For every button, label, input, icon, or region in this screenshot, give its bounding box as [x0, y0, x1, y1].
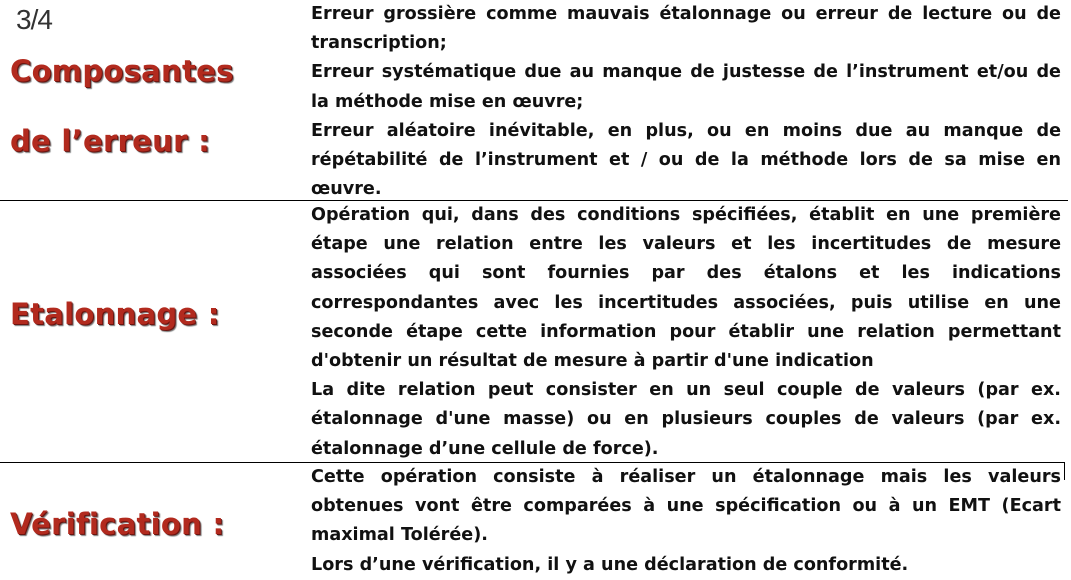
term-verification: Vérification :	[10, 507, 225, 541]
definition-paragraph: Lors d’une vérification, il y a une déclaration de conformité.	[311, 554, 909, 575]
definition-paragraph: Cette opération consiste à réaliser un étalonnage mais les valeurs obtenues vont être comparées à une spécification ou à un EMT (Ecart maximal Tolérée).	[311, 467, 1061, 546]
definition-etalonnage	[311, 201, 1061, 464]
section-composantes-erreur	[0, 0, 1071, 201]
page-number: 3/4	[16, 4, 52, 35]
section-etalonnage	[0, 201, 1071, 463]
definition-verification	[311, 463, 1061, 580]
definition-paragraph: Erreur grossière comme mauvais étalonnage ou erreur de lecture ou de transcription;	[311, 4, 1061, 54]
definition-paragraph: Erreur aléatoire inévitable, en plus, ou en moins due au manque de répétabilité de l’instrument et / ou de la méthode lors de sa mise en œuvre.	[311, 120, 1061, 200]
definition-composantes-erreur	[311, 0, 1061, 204]
definition-paragraph: La dite relation peut consister en un seul couple de valeurs (par ex. étalonnage d'une masse) ou en plusieurs couples de valeurs (par ex. étalonnage d’une cellule de force).	[311, 380, 1061, 459]
section-verification	[0, 463, 1071, 578]
term-etalonnage: Etalonnage :	[10, 297, 220, 331]
definition-paragraph: Opération qui, dans des conditions spécifiées, établit en une première étape une relation entre les valeurs et les incertitudes de mesure associées qui sont fournies par des étalons et les indications correspondantes avec les incertitudes associées, puis utilise en une seconde étape cette information pour établir une relation permettant d'obtenir un résultat de mesure à partir d'une indication	[311, 205, 1061, 372]
definition-paragraph: Erreur systématique due au manque de justesse de l’instrument et/ou de la méthode mise en œuvre;	[311, 62, 1061, 112]
term-composantes-erreur: Composantes de l’erreur :	[10, 54, 234, 158]
